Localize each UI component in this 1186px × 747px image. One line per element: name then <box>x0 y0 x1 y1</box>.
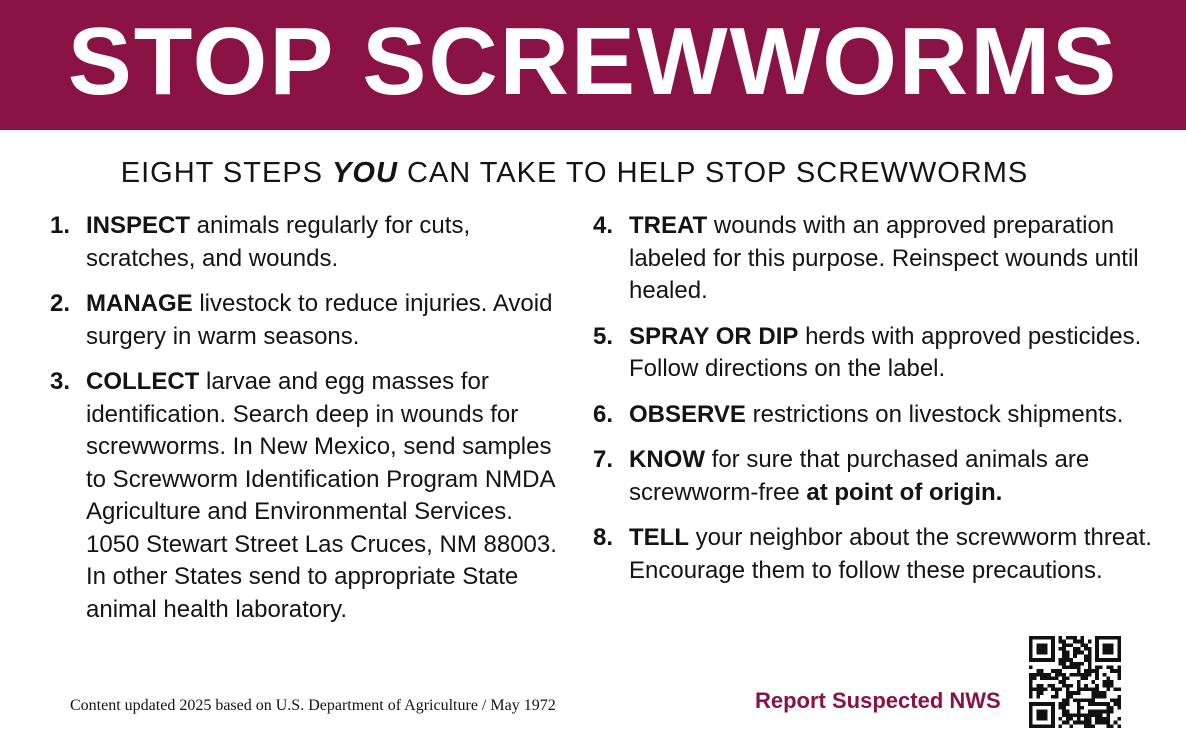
step-text: animals regularly for cuts, scratches, and wounds. <box>86 212 471 272</box>
subtitle-pre: EIGHT STEPS <box>120 157 333 189</box>
step-inspect <box>50 210 560 275</box>
step-number: 1. <box>50 212 71 239</box>
step-keyword: COLLECT <box>86 368 200 395</box>
steps-column-left <box>50 210 560 639</box>
step-text: larvae and egg masses for identification. Search deep in wounds for screwworms. In New Mexico, send samples to Screwworm Identification Program NMDA Agriculture and Environmental Services. 1050 Stewart Street Las Cruces, NM 88003. <box>86 368 557 558</box>
step-keyword: TELL <box>629 524 689 551</box>
step-keyword: MANAGE <box>86 290 193 317</box>
step-keyword: INSPECT <box>86 212 191 239</box>
step-manage <box>50 288 560 353</box>
step-bold-tail: at point of origin. <box>806 478 1003 506</box>
step-text: livestock to reduce injuries. Avoid surgery in warm seasons. <box>86 290 553 350</box>
step-number: 3. <box>50 368 71 395</box>
step-number: 2. <box>50 290 71 317</box>
qr-code[interactable] <box>1029 636 1121 728</box>
step-number: 5. <box>593 322 614 350</box>
step-spray-or-dip <box>593 321 1153 386</box>
title-banner <box>0 0 1186 130</box>
step-number: 7. <box>593 446 614 473</box>
step-keyword: TREAT <box>629 212 708 239</box>
report-label: Report Suspected NWS <box>755 688 1001 713</box>
step-number: 8. <box>593 524 614 551</box>
step-text: your neighbor about the screwworm threat. Encourage them to follow these precautions. <box>629 524 1152 584</box>
source-note: Content updated 2025 based on U.S. Department of Agriculture / May 1972 <box>70 697 556 714</box>
subtitle-post: CAN TAKE TO HELP STOP SCREWWORMS <box>397 157 1029 189</box>
step-text: wounds with an approved preparation labeled for this purpose. Reinspect wounds until healed. <box>629 212 1139 304</box>
step-treat <box>593 210 1153 308</box>
step-collect <box>50 366 560 626</box>
step-text: herds with approved pesticides. Follow directions on the label. <box>629 322 1142 382</box>
step-text-continued: In other States send to appropriate State animal health laboratory. <box>86 563 519 623</box>
step-observe <box>593 399 1153 432</box>
subtitle <box>0 155 1149 191</box>
step-know <box>593 444 1153 509</box>
step-keyword: SPRAY OR DIP <box>629 322 799 350</box>
step-keyword: OBSERVE <box>629 400 746 428</box>
step-tell <box>593 522 1153 587</box>
step-number: 4. <box>593 212 614 239</box>
subtitle-emphasis: YOU <box>332 157 398 189</box>
step-text: for sure that purchased animals are screwworm-free <box>629 446 1090 506</box>
step-number: 6. <box>593 400 614 428</box>
steps-column-right <box>593 210 1153 600</box>
step-text: restrictions on livestock shipments. <box>745 400 1124 428</box>
page-title: STOP SCREWWORMS <box>67 8 1119 115</box>
step-keyword: KNOW <box>629 446 705 473</box>
